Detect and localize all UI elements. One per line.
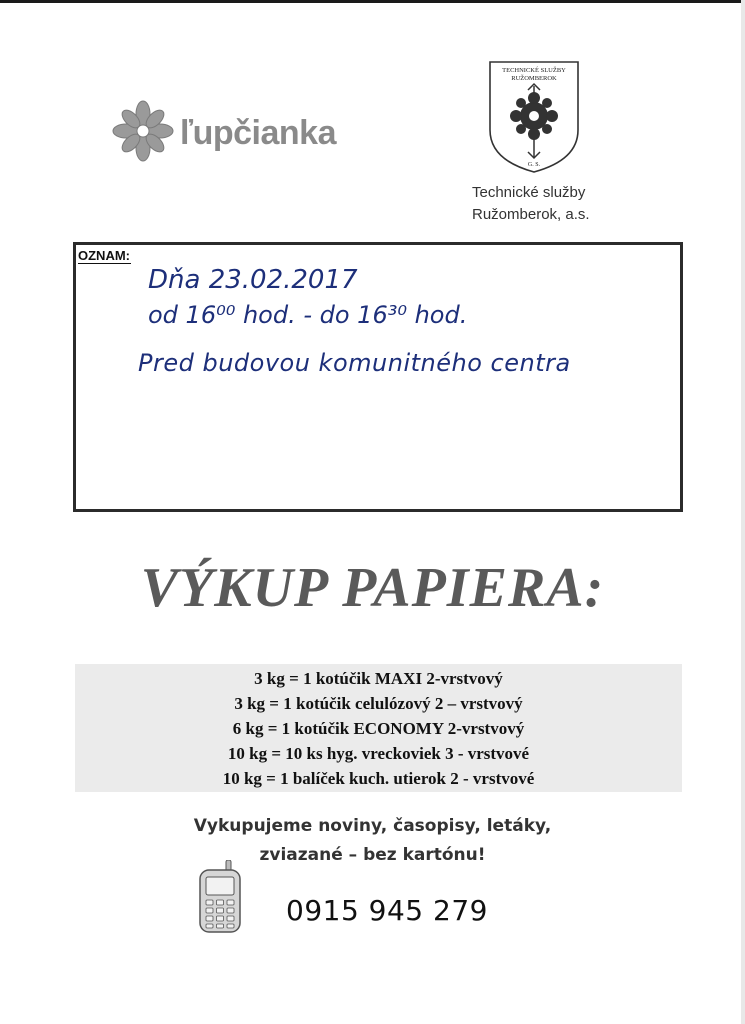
services-caption-line2: Ružomberok, a.s. (472, 206, 590, 223)
scan-edge-right (741, 0, 745, 1024)
brand-name: ľupčianka (180, 113, 336, 152)
technicke-sluzby-emblem (488, 60, 580, 174)
emblem-bottom-text: G. S. (527, 162, 541, 168)
collect-line2: zviazané – bez kartónu! (259, 845, 486, 865)
collect-line1: Vykupujeme noviny, časopisy, letáky, (193, 816, 552, 836)
phone-number: 0915 945 279 (286, 894, 488, 927)
notice-box (73, 242, 683, 512)
notice-time: od 16⁰⁰ hod. - do 16³⁰ hod. (148, 301, 468, 329)
emblem-city-text: RUŽOMBEROK (511, 75, 557, 82)
price-item: 3 kg = 1 kotúčik celulózový 2 – vrstvový (234, 694, 523, 713)
price-panel (75, 664, 682, 792)
mobile-phone-icon (196, 860, 244, 934)
emblem-top-text: TECHNICKÉ SLUŽBY (502, 67, 566, 74)
price-item: 3 kg = 1 kotúčik MAXI 2-vrstvový (254, 669, 503, 688)
price-item: 10 kg = 1 balíček kuch. utierok 2 - vrstvové (222, 769, 535, 788)
collect-text (0, 812, 745, 870)
notice-label: OZNAM: (78, 248, 130, 263)
services-caption (472, 182, 590, 226)
lupcianka-logo (112, 100, 336, 162)
headline: VÝKUP PAPIERA: (140, 557, 605, 619)
notice-place: Pred budovou komunitného centra (138, 349, 571, 377)
price-item: 10 kg = 10 ks hyg. vreckoviek 3 - vrstvové (227, 744, 530, 763)
scan-edge-top (0, 0, 745, 3)
price-list (75, 666, 682, 791)
price-item: 6 kg = 1 kotúčik ECONOMY 2-vrstvový (232, 719, 525, 738)
services-caption-line1: Technické služby (472, 184, 586, 201)
flower-icon (112, 100, 174, 162)
notice-date: Dňa 23.02.2017 (148, 265, 358, 295)
